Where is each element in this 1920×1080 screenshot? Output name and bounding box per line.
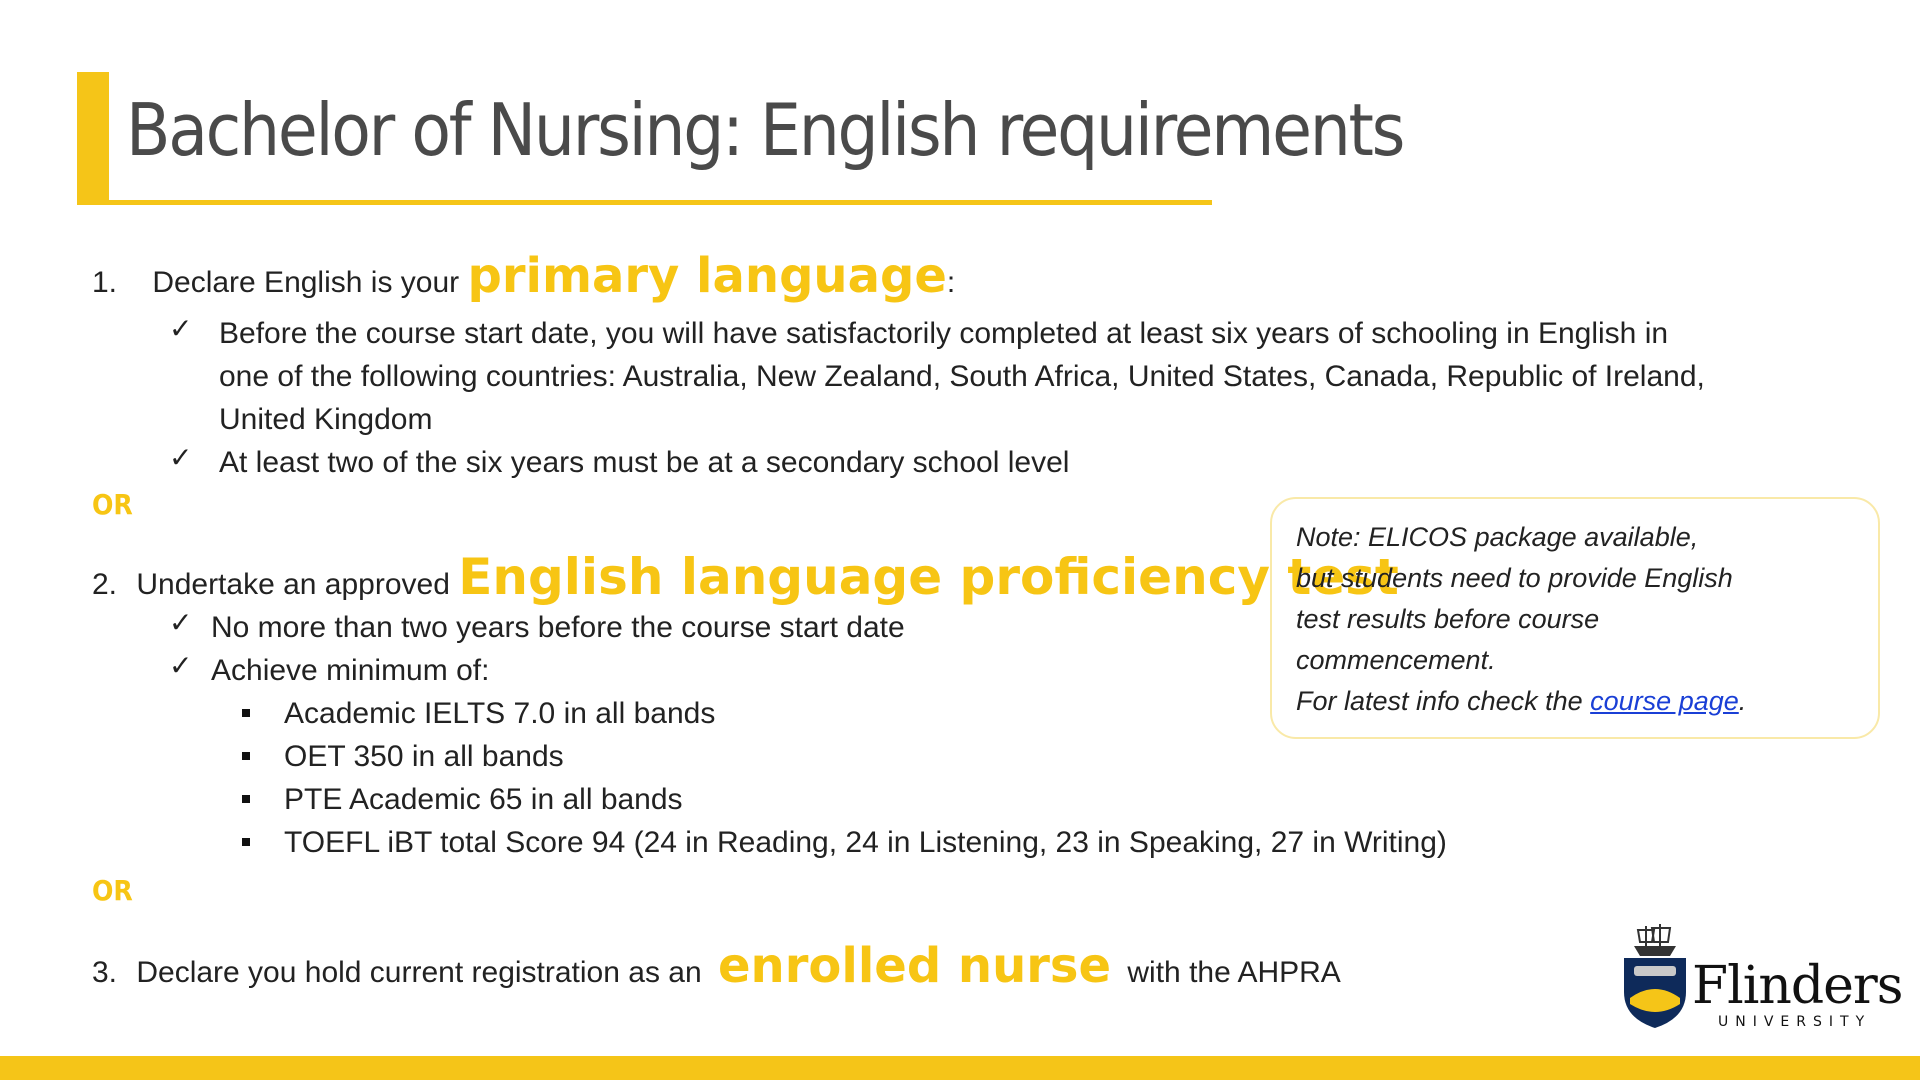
flinders-logo — [1620, 922, 1903, 1030]
requirement-1-text: Declare English is your — [152, 266, 460, 299]
bullet-icon — [242, 709, 250, 717]
note-line: Note: ELICOS package available, — [1296, 522, 1699, 552]
page-title: Bachelor of Nursing: English requirements — [126, 88, 1404, 172]
check-item — [169, 312, 1892, 441]
bullet-icon — [242, 795, 250, 803]
list-item-text: PTE Academic 65 in all bands — [284, 783, 683, 816]
note-line-prefix: For latest info check the — [1296, 686, 1583, 716]
list-item-text: Academic IELTS 7.0 in all bands — [284, 697, 716, 730]
check-text: At least two of the six years must be at a secondary school level — [219, 446, 1070, 479]
requirement-1-checks — [169, 312, 1892, 484]
check-item — [169, 441, 1892, 484]
checkmark-icon: ✓ — [169, 313, 193, 344]
check-text: No more than two years before the course start date — [211, 611, 905, 644]
requirement-2-number: 2. — [92, 568, 118, 601]
requirement-1-number: 1. — [92, 266, 118, 299]
requirement-3-highlight: enrolled nurse — [718, 938, 1112, 994]
requirement-1-colon: : — [946, 266, 956, 299]
footer-accent-bar — [0, 1056, 1920, 1080]
note-line: test results before course — [1296, 604, 1600, 634]
list-item-text: TOEFL iBT total Score 94 (24 in Reading, 24 in Listening, 23 in Speaking, 27 in Writing) — [284, 826, 1447, 859]
logo-wordmark: Flinders — [1692, 956, 1903, 1016]
requirement-3-number: 3. — [92, 956, 118, 989]
list-item — [242, 821, 1892, 864]
checkmark-icon: ✓ — [169, 607, 193, 638]
note-line-5 — [1296, 681, 1854, 722]
note-line-period: . — [1738, 686, 1747, 716]
elicos-note-box — [1270, 497, 1880, 739]
course-page-link[interactable]: course page — [1590, 686, 1739, 716]
title-accent-bar — [77, 72, 109, 204]
note-line: commencement. — [1296, 645, 1496, 675]
requirement-3-suffix: with the AHPRA — [1127, 956, 1341, 989]
university-crest-icon — [1620, 922, 1690, 1030]
requirement-2-text: Undertake an approved — [136, 568, 450, 601]
or-separator-1: OR — [92, 488, 133, 521]
check-text-line: one of the following countries: Australia, New Zealand, South Africa, United States, Canada, Republic of Ireland, — [219, 360, 1705, 393]
requirement-3-text: Declare you hold current registration as an — [136, 956, 702, 989]
note-line: but students need to provide English — [1296, 563, 1733, 593]
title-underline — [77, 200, 1212, 205]
list-item — [242, 735, 1892, 778]
check-text-line: Before the course start date, you will have satisfactorily completed at least six years of schooling in English in — [219, 317, 1669, 350]
checkmark-icon: ✓ — [169, 442, 193, 473]
requirement-2-highlight: English language proficiency test — [458, 548, 1399, 606]
check-text: Achieve minimum of: — [211, 654, 490, 687]
logo-subtitle: UNIVERSITY — [1718, 1014, 1872, 1030]
or-separator-2: OR — [92, 874, 133, 907]
bullet-icon — [242, 838, 250, 846]
requirement-1 — [92, 248, 1892, 308]
check-text-line: United Kingdom — [219, 403, 433, 436]
bullet-icon — [242, 752, 250, 760]
requirement-1-highlight: primary language — [467, 248, 947, 304]
checkmark-icon: ✓ — [169, 650, 193, 681]
list-item — [242, 778, 1892, 821]
list-item-text: OET 350 in all bands — [284, 740, 564, 773]
